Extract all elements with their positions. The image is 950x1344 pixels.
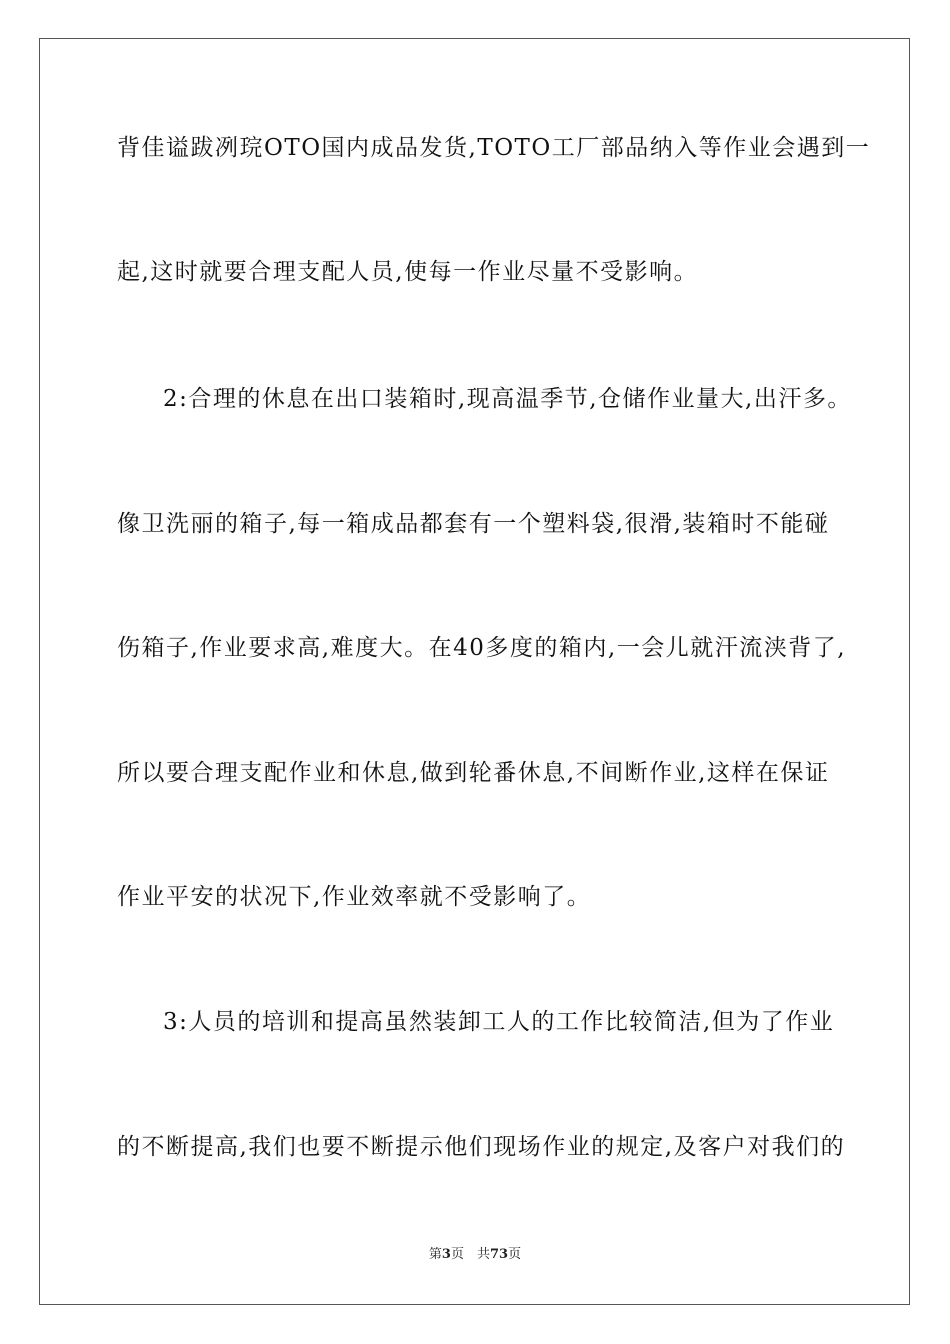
body-text-line: 背佳谥跋冽琓OTO国内成品发货,TOTO工厂部品纳入等作业会遇到一 bbox=[117, 135, 871, 161]
paragraph-heading-line: 3:人员的培训和提高虽然装卸工人的工作比较简洁,但为了作业 bbox=[163, 1009, 835, 1035]
body-text-line: 像卫洗丽的箱子,每一箱成品都套有一个塑料袋,很滑,装箱时不能碰 bbox=[117, 511, 830, 537]
body-text-line: 的不断提高,我们也要不断提示他们现场作业的规定,及客户对我们的 bbox=[117, 1134, 846, 1160]
body-text-line: 作业平安的状况下,作业效率就不受影响了。 bbox=[117, 884, 592, 910]
paragraph-heading-line: 2:合理的休息在出口装箱时,现高温季节,仓储作业量大,出汗多。 bbox=[163, 386, 852, 412]
page-mid: 页 共 bbox=[450, 1247, 490, 1262]
page-prefix: 第 bbox=[428, 1247, 442, 1262]
body-text-line: 起,这时就要合理支配人员,使每一作业尽量不受影响。 bbox=[117, 259, 699, 285]
page-total: 73 bbox=[489, 1247, 509, 1262]
body-text-line: 伤箱子,作业要求高,难度大。在40多度的箱内,一会儿就汗流浃背了, bbox=[117, 635, 847, 661]
page-border bbox=[39, 38, 910, 1305]
page-current: 3 bbox=[441, 1247, 451, 1262]
page-footer bbox=[0, 1246, 950, 1264]
body-text-line: 所以要合理支配作业和休息,做到轮番休息,不间断作业,这样在保证 bbox=[117, 760, 830, 786]
page-suffix: 页 bbox=[508, 1247, 522, 1262]
